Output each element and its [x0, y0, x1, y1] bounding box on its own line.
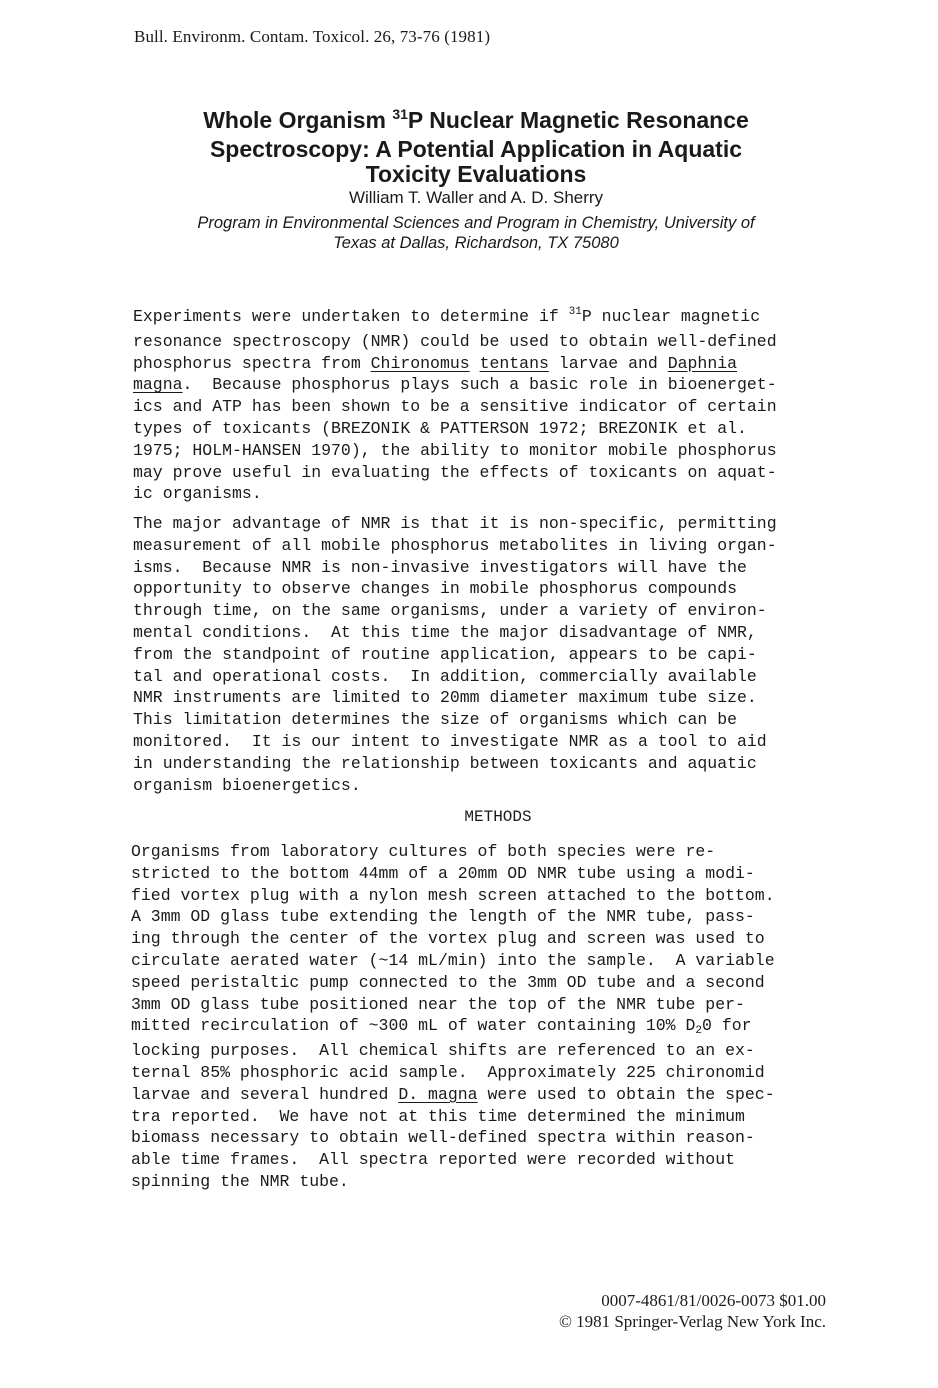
- section-heading-methods: METHODS: [464, 808, 532, 826]
- abstract-paragraph: Experiments were undertaken to determine if $^{31}$P nuclear magnetic resonance spectroscopy (NMR) could be used to obtain well-defined phosphorus spectra from Chironomus tentans larvae and Daphnia magna. Because phosphorus plays such a basic role in bioenerget- ics and ATP has been shown to be a sensitive indicator of certain types of toxicants (BREZONIK & PATTERSON 1972; BREZONIK et al. 1975; HOLM-HANSEN 1970), the ability to monitor mobile phosphorus may prove useful in evaluating the effects of toxicants on aquat- ic organisms.: [133, 306, 777, 504]
- species-name: D. magna: [398, 1084, 478, 1104]
- article-title: [60, 108, 892, 188]
- title-line-1: Whole Organism $^{31}$P Nuclear Magnetic Resonance: [203, 106, 749, 133]
- journal-citation: Bull. Environm. Contam. Toxicol. 26, 73-76 (1981): [134, 27, 491, 46]
- isotope-superscript: 31: [392, 106, 408, 122]
- copyright-notice: © 1981 Springer-Verlag New York Inc.: [558, 1312, 826, 1331]
- methods-paragraph: Organisms from laboratory cultures of both species were re- stricted to the bottom 44mm of a 20mm OD NMR tube using a modi- fied vortex plug with a nylon mesh screen attached to the bottom. A 3mm OD glass tube extending the length of the NMR tube, pass- ing through the center of the vortex plug and screen was used to circulate aerated water (~14 mL/min) into the sample. A variable speed peristaltic pump connected to the 3mm OD tube and a second 3mm OD glass tube positioned near the top of the NMR tube per- mitted recirculation of ~300 mL of water containing 10% D20 for locking purposes. All chemical shifts are referenced to an ex- ternal 85% phosphoric acid sample. Approximately 225 chironomid larvae and several hundred D. magna were used to obtain the spec- tra reported. We have not at this time determined the minimum biomass necessary to obtain well-defined spectra within reason- able time frames. All spectra reported were recorded without spinning the NMR tube.: [131, 842, 775, 1191]
- title-line-2: Spectroscopy: A Potential Application in Aquatic: [209, 135, 743, 162]
- species-name: Daphnia: [667, 353, 738, 373]
- publication-footer: [559, 1290, 826, 1332]
- affiliation: Program in Environmental Sciences and Program in Chemistry, University of Texas at Dallas, Richardson, TX 75080: [197, 214, 755, 252]
- species-name: magna: [133, 375, 183, 395]
- article-code: 0007-4861/81/0026-0073 $01.00: [601, 1291, 826, 1310]
- title-line-3: Toxicity Evaluations: [365, 161, 587, 187]
- authors: William T. Waller and A. D. Sherry: [348, 188, 604, 207]
- species-name: Chironomus: [370, 353, 470, 373]
- species-name: tentans: [479, 353, 549, 373]
- intro-paragraph: The major advantage of NMR is that it is non-specific, permitting measurement of all mobile phosphorus metabolites in living organ- isms. Because NMR is non-invasive investigators will have the opportunity to observe changes in mobile phosphorus compounds through time, on the same organisms, under a variety of environ- mental conditions. At this time the major disadvantage of NMR, from the standpoint of routine application, appears to be capi- tal and operational costs. In addition, commercially available NMR instruments are limited to 20mm diameter maximum tube size. This limitation determines the size of organisms which can be monitored. It is our intent to investigate NMR as a tool to aid in understanding the relationship between toxicants and aquatic organism bioenergetics.: [133, 514, 777, 795]
